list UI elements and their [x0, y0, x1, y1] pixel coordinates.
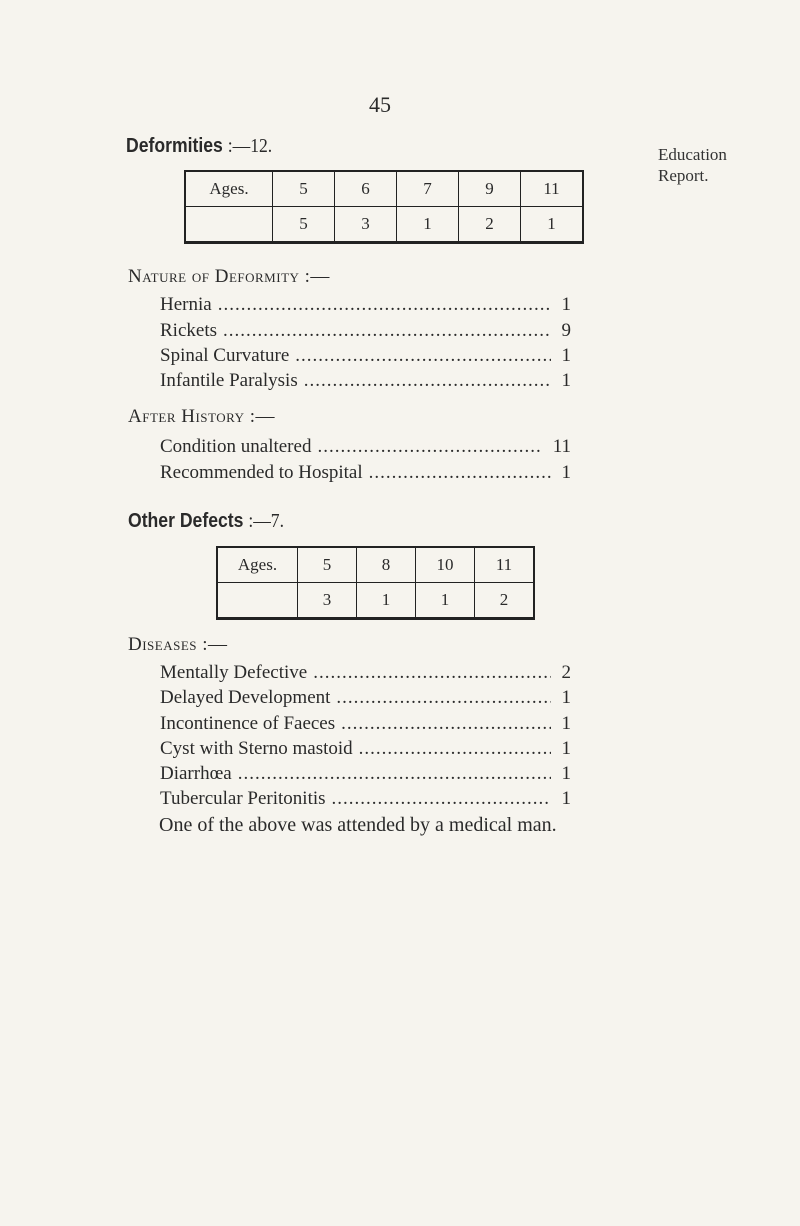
item-value: 1 [561, 370, 571, 391]
page-number: 45 [369, 92, 391, 117]
list-item [160, 687, 571, 709]
item-value: 9 [561, 320, 571, 341]
list-item [160, 738, 571, 760]
item-value: 1 [561, 763, 571, 784]
item-label: Mentally Defective [160, 662, 308, 683]
item-value: 1 [561, 713, 571, 734]
list-item [160, 294, 571, 316]
table-cell: 1 [397, 207, 459, 243]
table-cell: 8 [357, 547, 416, 583]
margin-note-line: Education [658, 145, 727, 164]
list-item [160, 713, 571, 735]
deformities-age-table [184, 170, 584, 244]
item-value: 1 [561, 687, 571, 708]
item-label: Rickets [160, 320, 217, 341]
table-row [185, 171, 583, 207]
other-defects-title: Other Defects [128, 510, 244, 532]
table-cell: 9 [459, 171, 521, 207]
deformities-title: Deformities [126, 135, 223, 157]
table-cell: 5 [298, 547, 357, 583]
table-cell: 10 [416, 547, 475, 583]
nature-of-deformity-title: Nature of Deformity :— [128, 266, 330, 287]
table-cell: 2 [459, 207, 521, 243]
item-label: Delayed Development [160, 687, 331, 708]
item-label: Diarrhœa [160, 763, 232, 784]
other-defects-heading [128, 510, 284, 533]
closing-note: One of the above was attended by a medical man. [159, 814, 557, 836]
item-label: Incontinence of Faeces [160, 713, 336, 734]
after-history-title: After History :— [128, 406, 275, 427]
other-defects-age-table [216, 546, 535, 620]
margin-note-line: Report. [658, 166, 709, 185]
table-cell [217, 583, 298, 619]
item-value: 1 [561, 462, 571, 483]
table-cell: 1 [416, 583, 475, 619]
table-header-cell: Ages. [185, 171, 273, 207]
deformities-count: :—12. [227, 135, 273, 157]
deformities-heading [126, 135, 272, 158]
list-item [160, 320, 571, 342]
table-cell: 1 [521, 207, 584, 243]
item-value: 11 [552, 436, 571, 457]
list-item [160, 436, 571, 458]
item-label: Cyst with Sterno mastoid [160, 738, 353, 759]
list-item [160, 662, 571, 684]
item-value: 1 [561, 738, 571, 759]
table-cell: 1 [357, 583, 416, 619]
item-value: 1 [561, 345, 571, 366]
item-label: Hernia [160, 294, 212, 315]
list-item [160, 345, 571, 367]
other-defects-count: :—7. [248, 510, 285, 532]
table-row [185, 207, 583, 243]
item-value: 1 [561, 788, 571, 809]
item-label: Condition unaltered [160, 436, 312, 457]
margin-note [658, 144, 727, 186]
item-label: Spinal Curvature [160, 345, 290, 366]
item-label: Recommended to Hospital [160, 462, 363, 483]
list-item [160, 370, 571, 392]
item-label: Tubercular Peritonitis [160, 788, 326, 809]
list-item [160, 462, 571, 484]
table-cell: 5 [273, 207, 335, 243]
table-row [217, 583, 534, 619]
table-cell: 6 [335, 171, 397, 207]
table-cell: 11 [475, 547, 535, 583]
list-item [160, 763, 571, 785]
list-item [160, 788, 571, 810]
table-cell: 3 [298, 583, 357, 619]
table-cell: 11 [521, 171, 584, 207]
table-header-cell: Ages. [217, 547, 298, 583]
item-value: 2 [561, 662, 571, 683]
item-value: 1 [561, 294, 571, 315]
table-cell: 2 [475, 583, 535, 619]
table-cell: 5 [273, 171, 335, 207]
table-cell [185, 207, 273, 243]
item-label: Infantile Paralysis [160, 370, 298, 391]
diseases-title: Diseases :— [128, 634, 228, 655]
table-cell: 7 [397, 171, 459, 207]
table-row [217, 547, 534, 583]
table-cell: 3 [335, 207, 397, 243]
